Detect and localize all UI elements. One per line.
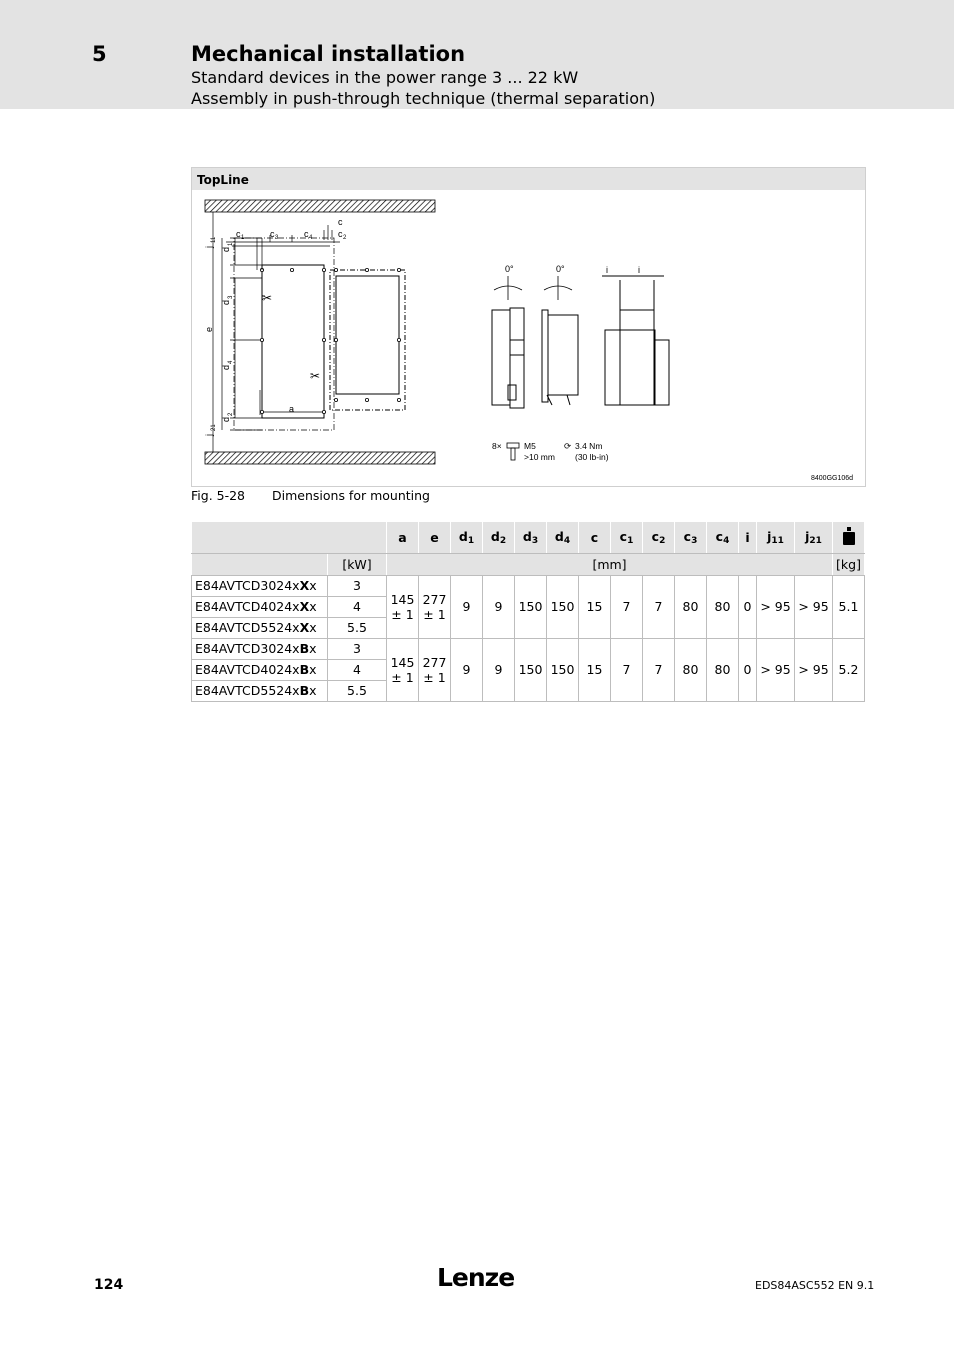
- svg-text:1: 1: [228, 242, 234, 246]
- val-c4: 80: [707, 638, 739, 701]
- page-number: 124: [94, 1277, 124, 1293]
- mounting-dimension-drawing: [192, 190, 864, 485]
- weight-icon: [842, 527, 856, 545]
- type-code: E84AVTCD4024xBx: [192, 659, 328, 680]
- svg-text:d: d: [221, 364, 231, 370]
- val-weight: 5.2: [833, 638, 865, 701]
- table-row: [192, 575, 865, 596]
- lenze-logo: Lenze: [437, 1263, 515, 1292]
- chapter-title: Mechanical installation: [191, 42, 466, 66]
- table-header-row: [192, 522, 865, 553]
- scissors-icon: ✂: [262, 291, 273, 305]
- val-c3: 80: [675, 638, 707, 701]
- device-outline: [330, 270, 405, 410]
- col-c1: $c_1$: [611, 522, 643, 553]
- val-d2: 9: [483, 638, 515, 701]
- val-j21: > 95: [795, 575, 833, 638]
- svg-text:d: d: [221, 416, 231, 422]
- type-code: E84AVTCD3024xXx: [192, 575, 328, 596]
- col-a: a: [387, 522, 419, 553]
- svg-text:3: 3: [228, 295, 234, 299]
- val-a: 145 ± 1: [387, 638, 419, 701]
- svg-text:i: i: [638, 265, 640, 275]
- col-d4: $d_4$: [547, 522, 579, 553]
- val-i: 0: [739, 575, 757, 638]
- col-c: c: [579, 522, 611, 553]
- figure-caption-text: Dimensions for mounting: [272, 488, 430, 503]
- val-d1: 9: [451, 638, 483, 701]
- svg-text:3: 3: [275, 235, 279, 241]
- power: 3: [328, 575, 387, 596]
- angle-1-label: 0°: [505, 264, 514, 274]
- val-c3: 80: [675, 575, 707, 638]
- figure-label: TopLine: [197, 173, 249, 187]
- svg-text:4: 4: [309, 235, 313, 241]
- svg-text:4: 4: [228, 360, 234, 364]
- svg-text:j: j: [204, 246, 214, 248]
- svg-text:j: j: [204, 434, 214, 436]
- svg-text:1: 1: [241, 235, 245, 241]
- val-d4: 150: [547, 575, 579, 638]
- val-c: 15: [579, 575, 611, 638]
- screw-length: >10 mm: [524, 452, 555, 462]
- col-d2: $d_2$: [483, 522, 515, 553]
- unit-row: [192, 553, 865, 575]
- svg-text:2: 2: [228, 412, 234, 416]
- type-code: E84AVTCD5524xXx: [192, 617, 328, 638]
- val-c1: 7: [611, 638, 643, 701]
- val-c: 15: [579, 638, 611, 701]
- dim-c-label: c: [338, 217, 343, 227]
- screw-count: 8×: [492, 441, 502, 451]
- blank-header: [192, 522, 387, 553]
- figure-label-bar: [192, 168, 865, 190]
- col-c3: $c_3$: [675, 522, 707, 553]
- val-c1: 7: [611, 575, 643, 638]
- col-j11: $j_{11}$: [757, 522, 795, 553]
- power: 4: [328, 659, 387, 680]
- power: 3: [328, 638, 387, 659]
- val-j11: > 95: [757, 638, 795, 701]
- unit-mm: [mm]: [387, 553, 833, 575]
- type-code: E84AVTCD3024xBx: [192, 638, 328, 659]
- subtitle-2: Assembly in push-through technique (thermal separation): [191, 89, 656, 108]
- svg-text:d: d: [221, 246, 231, 252]
- val-j11: > 95: [757, 575, 795, 638]
- document-id: EDS84ASC552 EN 9.1: [755, 1279, 875, 1292]
- svg-text:11: 11: [211, 236, 217, 243]
- power: 4: [328, 596, 387, 617]
- unit-kg: [kg]: [833, 553, 865, 575]
- val-d4: 150: [547, 638, 579, 701]
- screw-icon: [507, 443, 519, 460]
- col-d1: $d_1$: [451, 522, 483, 553]
- svg-text:21: 21: [211, 424, 217, 431]
- val-e: 277 ± 1: [419, 575, 451, 638]
- svg-text:c: c: [270, 229, 275, 239]
- figure-box: [191, 167, 866, 487]
- power: 5.5: [328, 617, 387, 638]
- val-d1: 9: [451, 575, 483, 638]
- svg-text:c: c: [236, 229, 241, 239]
- screw-type: M5: [524, 441, 536, 451]
- unit-kw: [kW]: [328, 553, 387, 575]
- bottom-wall-hatch: [205, 452, 435, 464]
- val-weight: 5.1: [833, 575, 865, 638]
- cutout-outline: [262, 265, 324, 418]
- top-wall-hatch: [205, 200, 435, 212]
- angle-2-label: 0°: [556, 264, 565, 274]
- svg-text:2: 2: [343, 235, 347, 241]
- val-i: 0: [739, 638, 757, 701]
- val-c2: 7: [643, 638, 675, 701]
- type-code: E84AVTCD5524xBx: [192, 680, 328, 701]
- figure-caption-number: Fig. 5-28: [191, 488, 246, 503]
- col-j21: $j_{21}$: [795, 522, 833, 553]
- svg-text:i: i: [606, 265, 608, 275]
- col-c2: $c_2$: [643, 522, 675, 553]
- val-c2: 7: [643, 575, 675, 638]
- dim-e-label: e: [204, 326, 214, 332]
- torque-icon: ⟳: [564, 441, 572, 451]
- svg-text:d: d: [221, 299, 231, 305]
- col-c4: $c_4$: [707, 522, 739, 553]
- torque-value: 3.4 Nm: [575, 441, 603, 451]
- svg-text:c: c: [338, 229, 343, 239]
- val-j21: > 95: [795, 638, 833, 701]
- val-c4: 80: [707, 575, 739, 638]
- drawing-code: 8400GG106d: [811, 475, 854, 482]
- val-d3: 150: [515, 638, 547, 701]
- col-weight: [833, 522, 865, 553]
- val-d3: 150: [515, 575, 547, 638]
- val-e: 277 ± 1: [419, 638, 451, 701]
- type-code: E84AVTCD4024xXx: [192, 596, 328, 617]
- page-header: [0, 0, 954, 109]
- col-i: i: [739, 522, 757, 553]
- table-row: [192, 638, 865, 659]
- chapter-number: 5: [92, 42, 107, 66]
- val-d2: 9: [483, 575, 515, 638]
- power: 5.5: [328, 680, 387, 701]
- dim-a-label: a: [289, 404, 295, 414]
- svg-text:c: c: [304, 229, 309, 239]
- subtitle-1: Standard devices in the power range 3 ... 22 kW: [191, 68, 579, 87]
- torque-imperial: (30 lb-in): [575, 452, 609, 462]
- val-a: 145 ± 1: [387, 575, 419, 638]
- col-e: e: [419, 522, 451, 553]
- dimensions-table: [191, 522, 865, 702]
- scissors-icon: ✂: [310, 369, 321, 383]
- col-d3: $d_3$: [515, 522, 547, 553]
